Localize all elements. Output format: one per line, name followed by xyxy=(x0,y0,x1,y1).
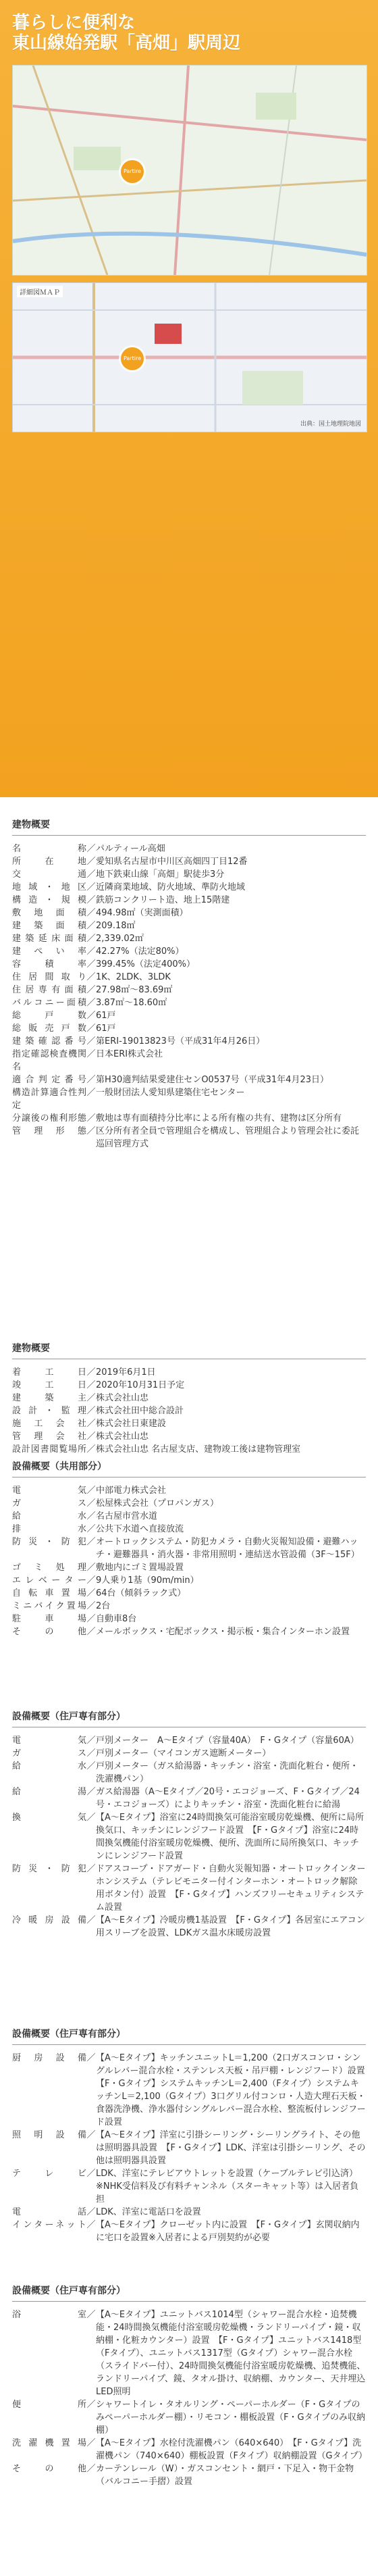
spec-row xyxy=(12,894,366,907)
spec-row xyxy=(12,2167,366,2206)
spec-label: 便所 xyxy=(12,2400,86,2410)
spec-separator: ／ xyxy=(86,1088,96,1098)
spec-value: 戸別メーター（ガス給湯器・キッチン・浴室・洗面化粧台・便所・洗濯機パン） xyxy=(96,1761,359,1784)
spec-separator: ／ xyxy=(86,1406,96,1416)
spec-value: パルティール高畑 xyxy=(96,844,165,854)
spec-label: 建築主 xyxy=(12,1393,86,1403)
spec-row xyxy=(12,1914,366,1940)
spec-separator: ／ xyxy=(86,2464,96,2474)
common-section xyxy=(12,1459,366,1638)
spec-separator: ／ xyxy=(86,959,96,969)
spec-value: 自動車8台 xyxy=(96,1614,137,1624)
section-title: 建物概要 xyxy=(12,1341,366,1359)
spec-value: LDK、洋室に電話口を設置 xyxy=(96,2207,201,2217)
spec-row xyxy=(12,1625,366,1638)
spec-value: 【A〜Eタイプ】水栓付洗濯機パン（640×640） 【F・Gタイプ】洗濯機パン（740×640）棚板設置（Fタイプ）収納棚設置（Gタイプ） xyxy=(96,2438,368,2461)
spec-separator: ／ xyxy=(86,1787,96,1797)
spec-separator: ／ xyxy=(86,1498,96,1509)
spec-value: 【A〜Eタイプ】洋室に引掛シーリング・シーリングライト、その他は照明器具設置 【F・Gタイプ】LDK、洋室は引掛シーリング、その他は照明器具設置 xyxy=(96,2130,366,2166)
spec-row xyxy=(12,1379,366,1392)
spec-value: 2台 xyxy=(96,1601,111,1611)
spec-separator: ／ xyxy=(86,1511,96,1521)
spec-separator: ／ xyxy=(86,1075,96,1085)
spec-separator: ／ xyxy=(86,2400,96,2410)
spec-label: 竣工日 xyxy=(12,1380,86,1390)
spec-separator: ／ xyxy=(86,1575,96,1586)
spec-row xyxy=(12,1392,366,1405)
spec-row xyxy=(12,1747,366,1760)
spec-row xyxy=(12,1600,366,1613)
spec-label: 浴室 xyxy=(12,2310,86,2320)
spec-value: 【A〜Eタイプ】浴室に24時間換気可能浴室暖房乾燥機、便所に局所換気口、キッチンにレンジフード設置 【F・Gタイプ】浴室に24時間換気機能付浴室暖房乾燥機、便所、洗面所に局所換気口、キッチンにレンジフード設置 xyxy=(96,1813,364,1861)
spec-label: 駐車場 xyxy=(12,1614,86,1624)
spec-row xyxy=(12,1863,366,1914)
spec-label: ミニバイク置場 xyxy=(12,1601,86,1611)
spec-separator: ／ xyxy=(86,1011,96,1021)
spec-separator: ／ xyxy=(86,869,96,880)
spec-value: 株式会社山忠 xyxy=(96,1432,149,1442)
spec-row xyxy=(12,907,366,919)
spec-value: 1K、2LDK、3LDK xyxy=(96,972,171,982)
spec-label: 換気 xyxy=(12,1813,86,1823)
spec-value: 27.98㎡〜83.69㎡ xyxy=(96,985,173,995)
spec-row xyxy=(12,1112,366,1125)
spec-label: 自転車置場 xyxy=(12,1588,86,1598)
spec-separator: ／ xyxy=(86,1864,96,1874)
spec-value: 地下鉄東山線「高畑」駅徒歩3分 xyxy=(96,869,225,880)
spec-value: 【A〜Eタイプ】キッチンユニットL＝1,200（2口ガスコンロ・シングルレバー混合水栓・ステンレス天板・吊戸棚・レンジフード）設置 【F・Gタイプ】システムキッチンL＝2,400（Fタイプ）システムキッチンL＝2,100（Gタイプ）3口グリル付コンロ・人造大理石天板・食器洗浄機、浄水器付シングルレバー混合水栓、整流板付レンジフード設置 xyxy=(96,2053,374,2127)
spec-value: 愛知県名古屋市中川区高畑四丁目12番 xyxy=(96,857,248,867)
spec-separator: ／ xyxy=(86,1024,96,1034)
spec-separator: ／ xyxy=(86,1588,96,1598)
spec-label: 住居専有面積 xyxy=(12,985,86,995)
spec-row xyxy=(12,1734,366,1747)
section-title: 設備概要（住戸専有部分） xyxy=(12,2027,366,2045)
spec-label: 防災・防犯 xyxy=(12,1864,86,1874)
spec-label: 地域・地区 xyxy=(12,882,86,892)
spec-label: バルコニー面積 xyxy=(12,998,86,1008)
spec-label: ガス xyxy=(12,1748,86,1759)
spec-value: 株式会社山忠 xyxy=(96,1393,149,1403)
title-line-1: 暮らしに便利な xyxy=(12,13,136,33)
spec-label: 住居間取り xyxy=(12,972,86,982)
spec-label: 電気 xyxy=(12,1736,86,1746)
spec-label: 適合判定番号 xyxy=(12,1075,86,1085)
spec-value: 494.98㎡（実測面積） xyxy=(96,908,188,918)
spec-row xyxy=(12,868,366,881)
spec-value: 第ERI-19013823号（平成31年4月26日） xyxy=(96,1036,265,1046)
spec-row xyxy=(12,1523,366,1536)
spec-label: その他 xyxy=(12,1627,86,1637)
spec-label: 厨房設備 xyxy=(12,2053,86,2063)
spec-separator: ／ xyxy=(86,1761,96,1771)
spec-separator: ／ xyxy=(86,857,96,867)
spec-separator: ／ xyxy=(86,985,96,995)
spec-row xyxy=(12,1786,366,1811)
spec-value: 公共下水道へ直接放流 xyxy=(96,1524,184,1534)
spec-label: 洗濯機置場 xyxy=(12,2438,86,2448)
spec-label: 給水 xyxy=(12,1761,86,1771)
spec-separator: ／ xyxy=(86,946,96,957)
spec-separator: ／ xyxy=(86,1036,96,1046)
spec-row xyxy=(12,1510,366,1523)
spec-row xyxy=(12,2308,366,2398)
spec-value: 209.18㎡ xyxy=(96,921,136,931)
spec-value: 名古屋市営水道 xyxy=(96,1511,158,1521)
spec-separator: ／ xyxy=(86,1113,96,1123)
spec-label: 着工日 xyxy=(12,1367,86,1378)
spec-value: 第H30適判結果愛建住センO0537号（平成31年4月23日） xyxy=(96,1075,329,1085)
spec-value: 【A〜Eタイプ】冷暖房機1基設置 【F・Gタイプ】各居室にエアコン用スリーブを設置、LDKガス温水床暖房設置 xyxy=(96,1915,365,1938)
spec-label: 排水 xyxy=(12,1524,86,1534)
property-pin-detail: Partire xyxy=(121,347,144,370)
spec-label: 所在地 xyxy=(12,857,86,867)
spec-row xyxy=(12,2206,366,2219)
spec-label: 容積率 xyxy=(12,959,86,969)
spec-separator: ／ xyxy=(86,895,96,905)
spec-row xyxy=(12,958,366,971)
spec-row xyxy=(12,1497,366,1510)
spec-value: 株式会社山忠 名古屋支店、建物竣工後は建物管理室 xyxy=(96,1444,301,1455)
spec-row xyxy=(12,2219,366,2244)
spec-value: 松屋株式会社（プロパンガス） xyxy=(96,1498,219,1509)
spec-value: 戸別メーター（マイコンガス遮断メーター） xyxy=(96,1748,271,1759)
spec-separator: ／ xyxy=(86,1432,96,1442)
spec-separator: ／ xyxy=(86,1419,96,1429)
page-title xyxy=(12,14,240,54)
private3-section xyxy=(12,2283,366,2488)
spec-row xyxy=(12,919,366,932)
spec-label: ガス xyxy=(12,1498,86,1509)
spec-separator: ／ xyxy=(86,934,96,944)
spec-row xyxy=(12,2463,366,2488)
spec-row xyxy=(12,1760,366,1786)
spec-value: 【A〜Eタイプ】ユニットバス1014型（シャワー混合水栓・追焚機能・24時間換気機能付浴室暖房乾燥機・ランドリーパイプ・鏡・収納棚・化粧カウンター）設置 【F・Gタイプ】ユニットバス1418型（Fタイプ）、ユニットバス1317型（Gタイプ）シャワー混合水栓（スライドバー付）、24時間換気機能付浴室暖房乾燥機、追焚機能、ランドリーパイプ、鏡、タオル掛け、収納棚、カウンター、天井埋込LED照明 xyxy=(96,2310,366,2397)
spec-value: 61戸 xyxy=(96,1011,116,1021)
spec-label: 冷暖房設備 xyxy=(12,1915,86,1925)
spec-row xyxy=(12,842,366,855)
spec-row xyxy=(12,1125,369,1151)
spec-label: その他 xyxy=(12,2464,86,2474)
spec-row xyxy=(12,1048,366,1074)
spec-value: LDK、洋室にテレビアウトレットを設置（ケーブルテレビ引込済）※NHK受信料及び有料チャンネル（スターキャット等）は入居者負担 xyxy=(96,2169,359,2204)
spec-value: 中部電力株式会社 xyxy=(96,1486,167,1496)
title-line-2: 東山線始発駅「高畑」駅周辺 xyxy=(12,32,241,53)
spec-value: シャワートイレ・タオルリング・ペーパーホルダー（F・Gタイプのみペーパーホルダー棚）・リモコン・棚板設置（F・Gタイプのみ収納棚） xyxy=(96,2400,365,2435)
spec-row xyxy=(12,1536,366,1561)
spec-row xyxy=(12,1484,366,1497)
spec-separator: ／ xyxy=(86,2310,96,2320)
section-title: 設備概要（住戸専有部分） xyxy=(12,1709,366,1727)
spec-label: 建築確認番号 xyxy=(12,1036,86,1046)
overview-section xyxy=(12,817,369,1151)
spec-row xyxy=(12,855,366,868)
spec-separator: ／ xyxy=(86,1393,96,1403)
spec-label: 施工会社 xyxy=(12,1419,86,1429)
section-title: 設備概要（住戸専有部分） xyxy=(12,2283,366,2302)
spec-value: カーテンレール（W）・ガスコンセント・網戸・下足入・物干金物（バルコニー手摺）設置 xyxy=(96,2464,354,2487)
spec-label: ゴミ処理 xyxy=(12,1563,86,1573)
spec-label: 構造計算適合性判定 xyxy=(12,1088,86,1111)
spec-value: ドアスコープ・ドアガード・自動火災報知器・オートロックインターホンシステム（テレビモニター付インターホン・オートロック解除用ボタン付）設置 【F・Gタイプ】ハンズフリーセキュリティシステム設置 xyxy=(96,1864,366,1913)
spec-label: テレビ xyxy=(12,2169,86,2179)
spec-separator: ／ xyxy=(86,1524,96,1534)
spec-row xyxy=(12,1405,366,1417)
spec-label: 建築延床面積 xyxy=(12,934,86,944)
spec-separator: ／ xyxy=(86,2220,96,2230)
spec-row xyxy=(12,1561,366,1574)
spec-value: ガス給湯器（A〜Eタイプ／20号・エコジョーズ、F・Gタイプ／24号・エコジョーズ）によりキッチン・浴室・洗面化粧台に給湯 xyxy=(96,1787,360,1810)
spec-value: 株式会社田中総合設計 xyxy=(96,1406,184,1416)
detail-map xyxy=(12,282,367,432)
spec-label: 総戸数 xyxy=(12,1011,86,1021)
spec-label: 管理形態 xyxy=(12,1126,86,1136)
spec-value: 61戸 xyxy=(96,1024,116,1034)
spec-label: 設計図書閲覧場所 xyxy=(12,1444,86,1455)
spec-value: 【A〜Eタイプ】クローゼット内に設置 【F・Gタイプ】玄関収納内に宅口を設置※入居者による戸別契約が必要 xyxy=(96,2220,360,2243)
spec-row xyxy=(12,1613,366,1625)
overview2-section xyxy=(12,1341,366,1456)
spec-value: 日本ERI株式会社 xyxy=(96,1049,163,1059)
spec-label: 建築面積 xyxy=(12,921,86,931)
spec-label: 管理会社 xyxy=(12,1432,86,1442)
spec-separator: ／ xyxy=(86,1736,96,1746)
spec-row xyxy=(12,881,366,894)
spec-row xyxy=(12,2052,374,2129)
spec-label: 電話 xyxy=(12,2207,86,2217)
spec-row xyxy=(12,932,366,945)
spec-separator: ／ xyxy=(86,1537,96,1547)
spec-label: 総販売戸数 xyxy=(12,1024,86,1034)
spec-label: 電気 xyxy=(12,1486,86,1496)
spec-row xyxy=(12,1009,366,1022)
spec-separator: ／ xyxy=(86,972,96,982)
spec-label: 敷地面積 xyxy=(12,908,86,918)
spec-row xyxy=(12,1366,366,1379)
spec-value: 2020年10月31日予定 xyxy=(96,1380,185,1390)
spec-value: 2,339.02㎡ xyxy=(96,934,144,944)
spec-value: 399.45%（法定400%） xyxy=(96,959,196,969)
spec-value: 9人乗り1基（90m/min） xyxy=(96,1575,199,1586)
spec-value: 区分所有者全員で管理組合を構成し、管理組合より管理会社に委託 巡回管理方式 xyxy=(96,1126,369,1149)
spec-separator: ／ xyxy=(86,1486,96,1496)
spec-row xyxy=(12,984,366,996)
spec-separator: ／ xyxy=(86,921,96,931)
spec-label: 給水 xyxy=(12,1511,86,1521)
spec-row xyxy=(12,1587,366,1600)
spec-label: 指定確認検査機関名 xyxy=(12,1049,86,1072)
spec-value: オートロックシステム・防犯カメラ・自動火災報知設備・避難ハッチ・避難器具・消火器・非常用照明・連結送水管設備（3F〜15F） xyxy=(96,1537,360,1560)
spec-label: 構造・規模 xyxy=(12,895,86,905)
spec-separator: ／ xyxy=(86,1367,96,1378)
spec-row xyxy=(12,1574,366,1587)
spec-label: 建ぺい率 xyxy=(12,946,86,957)
spec-row xyxy=(12,1022,366,1035)
detail-map-drawing xyxy=(13,283,367,432)
spec-value: 戸別メーター A〜Eタイプ（容量40A） F・Gタイプ（容量60A） xyxy=(96,1736,359,1746)
spec-value: 64台（傾斜ラック式） xyxy=(96,1588,186,1598)
spec-separator: ／ xyxy=(86,882,96,892)
spec-separator: ／ xyxy=(86,2438,96,2448)
spec-separator: ／ xyxy=(86,1614,96,1624)
spec-separator: ／ xyxy=(86,2130,96,2140)
private2-section xyxy=(12,2027,374,2244)
spec-separator: ／ xyxy=(86,2053,96,2063)
spec-separator: ／ xyxy=(86,1748,96,1759)
spec-row xyxy=(12,1430,366,1443)
spec-row xyxy=(12,1086,366,1112)
spec-label: 名称 xyxy=(12,844,86,854)
spec-separator: ／ xyxy=(86,1915,96,1925)
hero-header xyxy=(0,0,378,797)
spec-separator: ／ xyxy=(86,1126,96,1136)
spec-label: 交通 xyxy=(12,869,86,880)
spec-label: 照明設備 xyxy=(12,2130,86,2140)
spec-row xyxy=(12,1035,366,1048)
section-title: 設備概要（共用部分） xyxy=(12,1459,366,1478)
spec-separator: ／ xyxy=(86,1380,96,1390)
spec-label: インターネット xyxy=(12,2220,86,2230)
spec-row xyxy=(12,971,366,984)
wide-area-map xyxy=(12,65,367,276)
spec-separator: ／ xyxy=(86,2207,96,2217)
spec-label: 分譲後の権利形態 xyxy=(12,1113,86,1123)
spec-row xyxy=(12,1811,366,1863)
spec-separator: ／ xyxy=(86,908,96,918)
detail-map-label: 詳細図ＭＡＰ xyxy=(17,286,63,297)
spec-value: 近隣商業地域、防火地域、準防火地域 xyxy=(96,882,246,892)
spec-value: 42.27%（法定80%） xyxy=(96,946,184,957)
spec-value: 一般財団法人愛知県建築住宅センター xyxy=(96,1088,245,1098)
spec-value: 3.87㎡〜18.60㎡ xyxy=(96,998,167,1008)
spec-value: 2019年6月1日 xyxy=(96,1367,156,1378)
spec-separator: ／ xyxy=(86,1813,96,1823)
spec-value: 株式会社日東建設 xyxy=(96,1419,167,1429)
spec-separator: ／ xyxy=(86,1049,96,1059)
spec-separator: ／ xyxy=(86,1627,96,1637)
spec-separator: ／ xyxy=(86,844,96,854)
spec-row xyxy=(12,945,366,958)
spec-separator: ／ xyxy=(86,1601,96,1611)
spec-row xyxy=(12,2398,366,2437)
spec-row xyxy=(12,996,366,1009)
private1-section xyxy=(12,1709,366,1940)
wide-area-map-drawing xyxy=(13,66,367,275)
spec-row xyxy=(12,1443,366,1456)
spec-row xyxy=(12,2437,366,2463)
spec-row xyxy=(12,1417,366,1430)
spec-separator: ／ xyxy=(86,1563,96,1573)
spec-value: メールボックス・宅配ボックス・掲示板・集合インターホン設置 xyxy=(96,1627,350,1637)
spec-label: 設計・監理 xyxy=(12,1406,86,1416)
spec-value: 鉄筋コンクリート造、地上15階建 xyxy=(96,895,230,905)
spec-value: 敷地内にゴミ置場設置 xyxy=(96,1563,184,1573)
spec-value: 敷地は専有面積持分比率による所有権の共有、建物は区分所有 xyxy=(96,1113,342,1123)
property-pin: Partire xyxy=(121,160,144,183)
spec-label: 給湯 xyxy=(12,1787,86,1797)
spec-separator: ／ xyxy=(86,2169,96,2179)
map-source-note: 出典：国土地理院地図 xyxy=(300,421,361,428)
spec-label: エレベーター xyxy=(12,1575,86,1586)
spec-label: 防災・防犯 xyxy=(12,1537,86,1547)
spec-separator: ／ xyxy=(86,998,96,1008)
section-title: 建物概要 xyxy=(12,817,366,836)
spec-row xyxy=(12,2129,366,2167)
spec-row xyxy=(12,1074,366,1086)
spec-separator: ／ xyxy=(86,1444,96,1455)
